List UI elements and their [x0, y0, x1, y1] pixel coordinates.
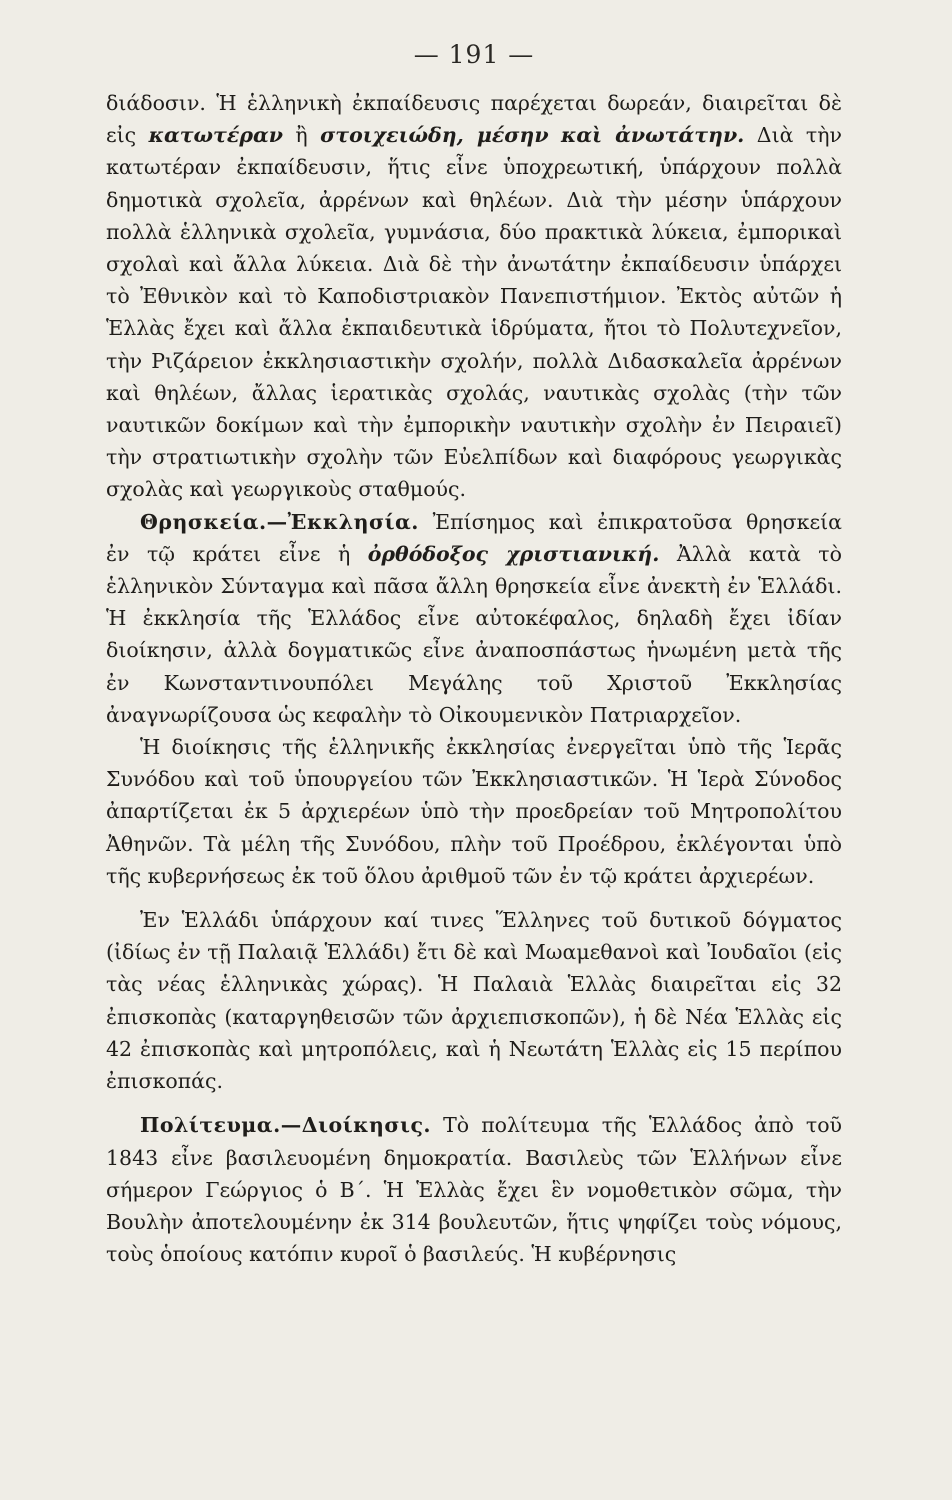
text-run: Ἐπίσημος καὶ ἐπικρατοῦσα θρησκεία ἐν τῷ κράτει εἶνε ἡ — [106, 509, 842, 566]
text-run — [549, 123, 561, 147]
emphasis-text: καὶ ἀνωτάτην. — [561, 123, 745, 148]
section-heading: Θρησκεία.—Ἐκκλησία. — [140, 509, 419, 534]
text-run: Ἡ διοίκησις τῆς ἑλληνικῆς ἐκκλησίας ἐνεργεῖται ὑπὸ τῆς Ἱερᾶς Συνόδου καὶ τοῦ ὑπουργείου τῶν Ἐκκλησιαστικῶν. Ἡ Ἱερὰ Σύνοδος ἀπαρτίζεται ἐκ 5 ἀρχιερέων ὑπὸ τὴν προεδρείαν τοῦ Μητροπολίτου Ἀθηνῶν. Τὰ μέλη τῆς Συνόδου, πλὴν τοῦ Προέδρου, ἐκλέγονται ὑπὸ τῆς κυβερνήσεως ἐκ τοῦ ὅλου ἀριθμοῦ τῶν ἐν τῷ κράτει ἀρχιερέων. — [106, 735, 842, 888]
paragraph-religion — [106, 506, 842, 731]
text-run: Διὰ τὴν κατωτέραν ἐκπαίδευσιν, ἥτις εἶνε ὑποχρεωτική, ὑπάρχουν πολλὰ δημοτικὰ σχολεῖα, ἀρρένων καὶ θηλέων. Διὰ τὴν μέσην ὑπάρχουν πολλὰ ἑλληνικὰ σχολεῖα, γυμνάσια, δύο πρακτικὰ λύκεια, ἐμπορικαὶ σχολαὶ καὶ ἄλλα λύκεια. Διὰ δὲ τὴν ἀνωτάτην ἐκπαίδευσιν ὑπάρχει τὸ Ἐθνικὸν καὶ τὸ Καποδιστριακὸν Πανεπιστήμιον. Ἐκτὸς αὐτῶν ἡ Ἑλλὰς ἔχει καὶ ἄλλα ἐκπαιδευτικὰ ἱδρύματα, ἤτοι τὸ Πολυτεχνεῖον, τὴν Ριζάρειον ἐκκλησιαστικὴν σχολήν, πολλὰ Διδασκαλεῖα ἀρρένων καὶ θηλέων, ἄλλας ἱερατικὰς σχολάς, ναυτικὰς σχολὰς (τὴν τῶν ναυτικῶν δοκίμων καὶ τὴν ἐμπορικὴν ναυτικὴν σχολὴν ἐν Πειραιεῖ) τὴν στρατιωτικὴν σχολὴν τῶν Εὐελπίδων καὶ διαφόρους γεωργικὰς σχολὰς καὶ γεωργικοὺς σταθμούς. — [106, 123, 842, 502]
text-run: Τὸ πολίτευμα τῆς Ἑλλάδος ἀπὸ τοῦ 1843 εἶνε βασιλευομένη δημοκρατία. Βασιλεὺς τῶν Ἑλλήνων εἶνε σήμερον Γεώργιος ὁ Β΄. Ἡ Ἑλλὰς ἔχει ἓν νομοθετικὸν σῶμα, τὴν Βουλὴν ἀποτελουμένην ἐκ 314 βουλευτῶν, ἥτις ψηφίζει τοὺς νόμους, τοὺς ὁποίους κατόπιν κυροῖ ὁ βασιλεύς. Ἡ κυβέρνησις — [106, 1113, 842, 1267]
emphasis-text: ὀρθόδοξος χριστιανική. — [367, 541, 660, 566]
paragraph-other-faiths — [106, 904, 842, 1097]
page-number: — 191 — — [413, 40, 535, 69]
section-heading: Πολίτευμα.—Διοίκησις. — [140, 1113, 432, 1138]
text-run: διάδοσιν. Ἡ ἑλληνικὴ ἐκπαίδευσις παρέχεται δωρεάν, διαιρεῖται δὲ εἰς — [106, 91, 842, 148]
paragraph-synod — [106, 731, 842, 892]
paragraph-government — [106, 1109, 842, 1270]
body-text — [106, 87, 842, 1270]
text-run: Ἀλλὰ κατὰ τὸ ἑλληνικὸν Σύνταγμα καὶ πᾶσα ἄλλη θρησκεία εἶνε ἀνεκτὴ ἐν Ἑλλάδι. Ἡ ἐκκλησία τῆς Ἑλλάδος εἶνε αὐτοκέφαλος, δηλαδὴ ἔχει ἰδίαν διοίκησιν, ἀλλὰ δογματικῶς εἶνε ἀναποσπάστως ἡνωμένη μετὰ τῆς ἐν Κωνσταντινουπόλει Μεγάλης τοῦ Χριστοῦ Ἐκκλησίας ἀναγνωρίζουσα ὡς κεφαλὴν τὸ Οἰκουμενικὸν Πατριαρχεῖον. — [106, 541, 842, 727]
text-run: Ἐν Ἑλλάδι ὑπάρχουν καί τινες Ἕλληνες τοῦ δυτικοῦ δόγματος (ἰδίως ἐν τῇ Παλαιᾷ Ἑλλάδι) ἔτι δὲ καὶ Μωαμεθανοὶ καὶ Ἰουδαῖοι (εἰς τὰς νέας ἑλληνικὰς χώρας). Ἡ Παλαιὰ Ἑλλὰς διαιρεῖται εἰς 32 ἐπισκοπὰς (καταργηθεισῶν τῶν ἀρχιεπισκοπῶν), ἡ δὲ Νέα Ἑλλὰς εἰς 42 ἐπισκοπὰς καὶ μητροπόλεις, καὶ ἡ Νεωτάτη Ἑλλὰς εἰς 15 περίπου ἐπισκοπάς. — [106, 908, 842, 1094]
emphasis-text: στοιχειώδη, μέσην — [320, 123, 549, 148]
emphasis-text: κατωτέραν — [148, 123, 283, 148]
text-run: ἢ — [282, 123, 321, 148]
paragraph-education-end — [106, 87, 842, 506]
